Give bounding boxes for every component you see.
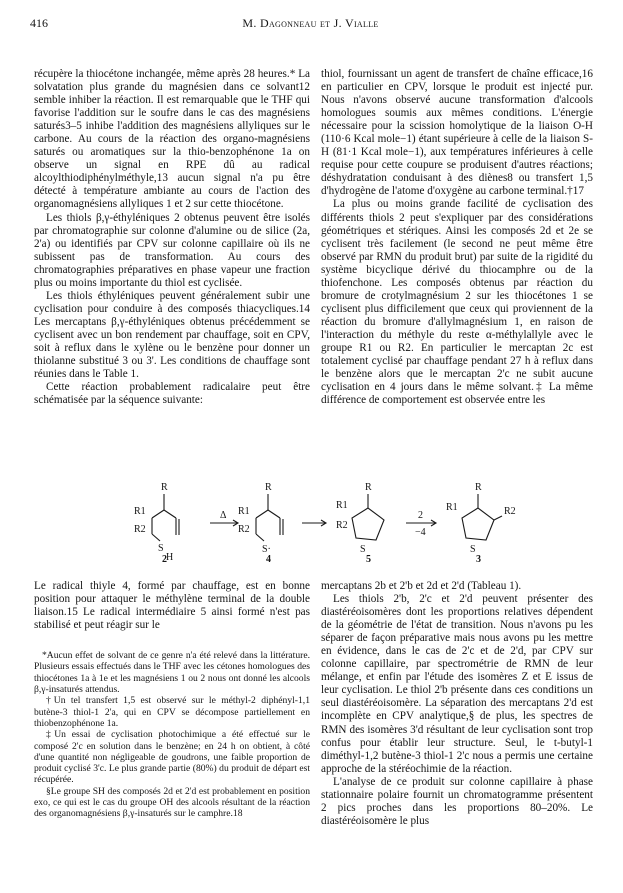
arrow-label: Δ (220, 510, 227, 521)
scheme-label: S· (262, 544, 271, 555)
scheme-label: R1 (238, 506, 250, 517)
paragraph: mercaptans 2b et 2'b et 2d et 2'd (Tableau 1). (321, 580, 522, 592)
scheme-label: R2 (336, 520, 348, 531)
scheme-label: H (166, 552, 174, 563)
paragraph: Les thiols β,γ-éthyléniques 2 obtenus peuvent être isolés par chromatographie sur colonne d'alumine ou de silice (2a, 2'a) ou identifiés par CPV sur colonne capillaire où ils ne subissent pas de transformation. Au cours des chromatographies préparatives en phase vapeur une fraction plus ou moins importante du thiol est cyclisée. (34, 211, 310, 289)
paragraph: Les thiols éthyléniques peuvent généralement subir une cyclisation pour conduire à des composés thiacycliques.14 Les mercaptans β,γ-éthyléniques obtenus précédemment se cyclisent avec un bon rendement par chauffage, soit en CPV, soit à reflux dans le xylène ou le benzène pour donner un thiolanne substitué 3 ou 3'. Les conditions de chauffage sont réunies dans le Table 1. (34, 289, 310, 381)
paragraph: Le radical thiyle 4, formé par chauffage, est en bonne position pour attaquer le méthylène terminal de la double liaison.15 Le radical intermédiaire 5 ainsi formé n'est pas stabilisé et peut réagir sur le (34, 580, 310, 632)
scheme-label: R2 (238, 524, 250, 535)
right-column-bottom (321, 580, 593, 828)
scheme-label: R1 (134, 506, 146, 517)
scheme-label: R (475, 482, 482, 493)
paragraph: Cette réaction probablement radicalaire peut être schématisée par la séquence suivante: (34, 381, 310, 407)
running-head: M. Dagonneau et J. Vialle (242, 16, 379, 30)
reaction-scheme (120, 478, 560, 563)
scheme-label: S (470, 544, 476, 555)
arrow-label: −4 (415, 527, 426, 538)
scheme-label: R2 (134, 524, 146, 535)
scheme-label: R (265, 482, 272, 493)
paragraph: récupère la thiocétone inchangée, même après 28 heures.* La solvatation plus grande du magnésien dans ce solvant12 semble inhiber la réaction. Il est remarquable que le THF qui favorise l'addition sur le soufre dans le cas des magnésiens saturés3–5 inhibe l'addition des magnésiens allyliques sur le carbone. Au cours de la réaction des organo-magnésiens saturés ou aromatiques sur la thio-benzophénone 1a on observe un signal en RPE dû au radical alcoylthiodiphénylméthyle,13 aucun signal n'a pu être détecté à température ambiante au cours de l'action des organomagnésiens allyliques 1 et 2 sur cette thiocétone. (34, 68, 310, 211)
paragraph: La plus ou moins grande facilité de cyclisation des différents thiols 2 peut s'expliquer par des considérations géométriques et stériques. Ainsi les composés 2d et 2e se cyclisent très facilement (le second ne peut même être observé par RMN du produit brut) par suite de la rigidité du système bicyclique dérivé du thiocamphre ou de la thiofenchone. Les composés obtenus par réaction du bromure de crotylmagnésium 2 sur les thiocétones 1 se cyclisent plus difficilement que ceux qui proviennent de la réaction du bromure d'allylmagnésium 1, en raison de l'interaction du méthyle du reste α-méthylallyle avec le groupe R1 ou R2. En particulier le mercaptan 2c est totalement cyclisé par chauffage pendant 27 h à reflux dans le benzène alors que le mercaptan 2'c ne subit aucune cyclisation en 4 jours dans le même solvant.‡ La même différence de comportement est observée entre les (321, 198, 593, 407)
scheme-label: S (158, 543, 164, 554)
paragraph: thiol, fournissant un agent de transfert de chaîne efficace,16 en particulier en CPV, lorsque le produit est injecté pur. Nous n'avons observé aucune transformation d'alcools homologues soumis aux mêmes conditions. L'énergie nécessaire pour la scission homolytique de la liaison O-H (110·6 Kcal mole−1) étant supérieure à celle de la liaison S-H (81·1 Kcal mole−1), aux températures inférieures à celle requise pour cette coupure se produisent d'autres réactions; déshydratation conduisant à des diènes8 ou transfert 1,5 d'hydrogène de l'atome d'oxygène au carbone terminal.†17 (321, 68, 593, 198)
arrow-label: 2 (418, 510, 423, 521)
scheme-label: R2 (504, 506, 516, 517)
scheme-label: R (365, 482, 372, 493)
left-column-top (34, 68, 310, 407)
compound-number: 2 (162, 554, 167, 563)
paragraph: L'analyse de ce produit sur colonne capillaire à phase stationnaire polaire fournit un chromatogramme présentent 2 pics proches dans les proportions 80–20%. Le diastéréoisomère le plus (321, 775, 593, 827)
footnote: *Aucun effet de solvant de ce genre n'a été relevé dans la littérature. Plusieurs essais effectués dans le THF avec les cétones homologues des thiocétones 1a à 1e et les magnésiens 1 ou 2 nous ont donné les alcools β,γ-insaturés attendus. (34, 650, 310, 696)
reaction-scheme-svg (120, 478, 560, 563)
right-column-top (321, 68, 593, 407)
page-header (30, 16, 591, 36)
footnote: §Le groupe SH des composés 2d et 2'd est probablement en position exo, ce qui est le cas du groupe OH des alcools résultant de la réaction des organomagnésiens β,γ-insaturés sur le camphre.18 (34, 785, 310, 820)
compound-number: 3 (476, 554, 481, 563)
compound-number: 4 (266, 554, 271, 563)
scheme-label: R1 (446, 502, 458, 513)
paragraph: Les thiols 2'b, 2'c et 2'd peuvent présenter des diastéréoisomères dont les proportions relatives dépendent de la géométrie de l'état de transition. Nous n'avons pu les séparer de façon préparative mais nous avons pu les mettre en évidence, dans le cas de 2'c et de 2'd, par CPV sur colonne capillaire, par spectrométrie de RMN de leur mélange, et enfin par l'étude des isomères Z et E issus de leur cyclisation. Le thiol 2'b présente dans ces conditions un seul diastéréoisomère. La séparation des mercaptans 2'd est incomplète en CPV analytique,§ de plus, les spectres de RMN des isomères 3'd résultant de leur cyclisation sont trop confus pour établir leur structure. Seul, le t-butyl-1 diméthyl-1,2 butène-3 thiol-1 2'c nous a permis une certaine approche de la stéréochimie de la réaction. (321, 593, 593, 775)
footnote: †Un tel transfert 1,5 est observé sur le méthyl-2 diphényl-1,1 butène-3 thiol-1 2'a, qui en CPV se décompose partiellement en thiobenzophénone 1a. (34, 695, 310, 729)
scheme-label: R (161, 482, 168, 493)
footnote: ‡Un essai de cyclisation photochimique a été effectué sur le composé 2'c en solution dans le benzène; en 24 h on obtient, à côté d'une quantité non négligeable de goudrons, une faible proportion de produit cyclisé 3'c. Le plus grande partie (80%) du produit de départ est récupérée. (34, 729, 310, 786)
page-number: 416 (30, 16, 48, 30)
compound-number: 5 (366, 554, 371, 563)
scheme-label: S (360, 544, 366, 555)
scheme-label: R1 (336, 500, 348, 511)
left-column-bottom (34, 580, 310, 820)
footnotes (34, 650, 310, 819)
